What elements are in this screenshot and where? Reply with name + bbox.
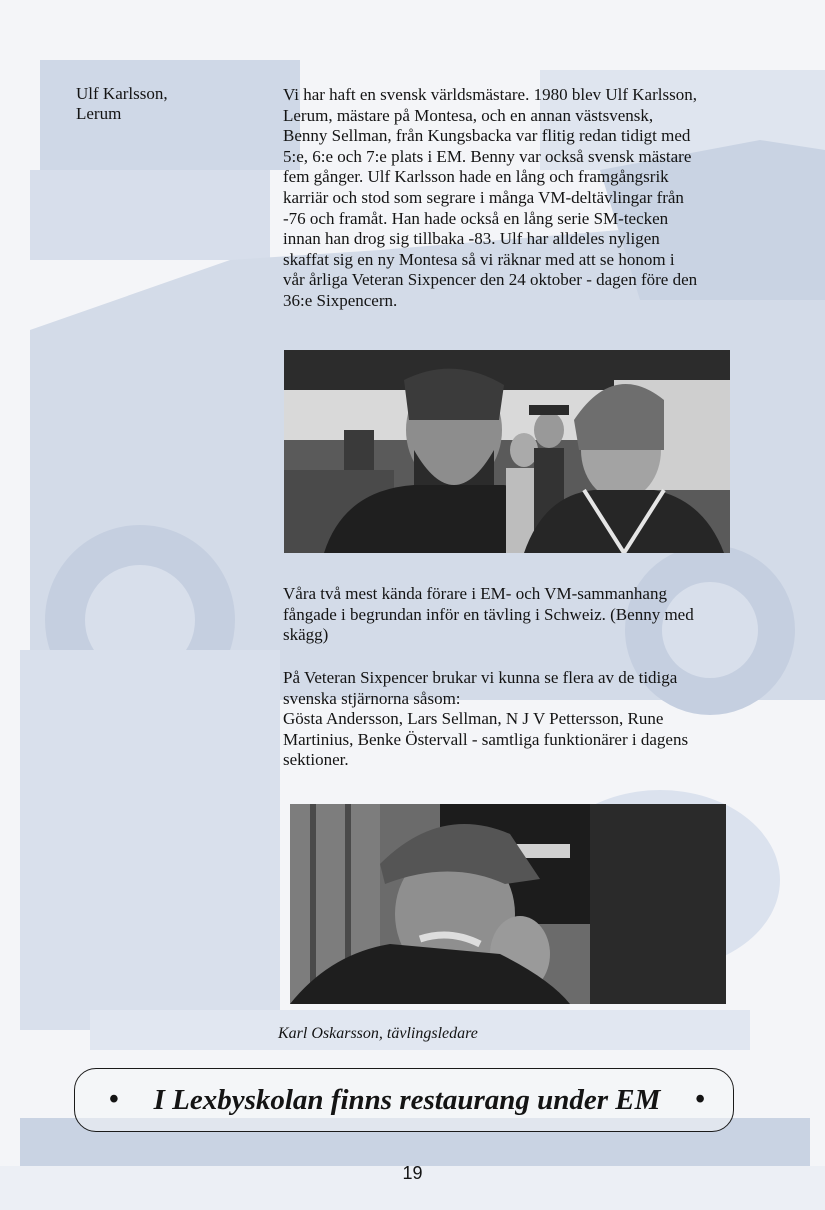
text-line: På Veteran Sixpencer brukar vi kunna se flera av de tidiga	[283, 668, 678, 687]
photo-karl-oskarsson	[290, 804, 726, 1004]
bullet-icon: •	[109, 1084, 119, 1115]
text-line: Benny Sellman, från Kungsbacka var flitig redan tidigt med	[283, 126, 691, 146]
text-line: 5:e, 6:e och 7:e plats i EM. Benny var också svensk mästare	[283, 146, 692, 166]
text-line: Martinius, Benke Östervall - samtliga funktionärer i dagens	[283, 729, 689, 749]
text-line: 36:e Sixpencern.	[283, 290, 398, 310]
text-line: Gösta Andersson, Lars Sellman, N J V Pettersson, Rune	[283, 709, 664, 729]
text-line: Våra två mest kända förare i EM- och VM-sammanhang	[283, 584, 667, 603]
text-line: karriär och stod som segrare i många VM-deltävlingar från	[283, 187, 684, 207]
restaurant-banner	[74, 1068, 734, 1132]
text-line: Vi har haft en svensk världsmästare. 1980 blev Ulf Karlsson,	[283, 85, 697, 104]
photo2-caption: Karl Oskarsson, tävlingsledare	[278, 1025, 478, 1042]
text-line: innan han drog sig tillbaka -83. Ulf har alldeles nyligen	[283, 229, 660, 249]
text-line: skaffat sig en ny Montesa så vi räknar med att se honom i	[283, 249, 675, 269]
side-caption	[76, 84, 236, 124]
text-line: fem gånger. Ulf Karlsson hade en lång och framgångsrik	[283, 167, 669, 187]
bullet-icon: •	[695, 1084, 705, 1115]
veteran-paragraph	[283, 668, 743, 771]
text-line: -76 och framåt. Han hade också en lång serie SM-tecken	[283, 208, 669, 228]
text-line: skägg)	[283, 625, 329, 645]
page-number: 19	[402, 1163, 423, 1183]
banner-text: I Lexbyskolan finns restaurang under EM	[153, 1083, 661, 1116]
text-line: svenska stjärnorna såsom:	[283, 688, 461, 708]
text-line: sektioner.	[283, 750, 349, 770]
text-line: Lerum, mästare på Montesa, och en annan västsvensk,	[283, 105, 654, 125]
side-caption-line: Ulf Karlsson,	[76, 84, 168, 103]
text-line: fångade i begrundan inför en tävling i Schweiz. (Benny med	[283, 604, 694, 624]
photo-two-riders	[284, 350, 730, 553]
side-caption-line: Lerum	[76, 104, 122, 123]
intro-paragraph	[283, 85, 743, 312]
text-line: vår årliga Veteran Sixpencer den 24 oktober - dagen före den	[283, 270, 698, 290]
photo1-caption	[283, 584, 743, 646]
